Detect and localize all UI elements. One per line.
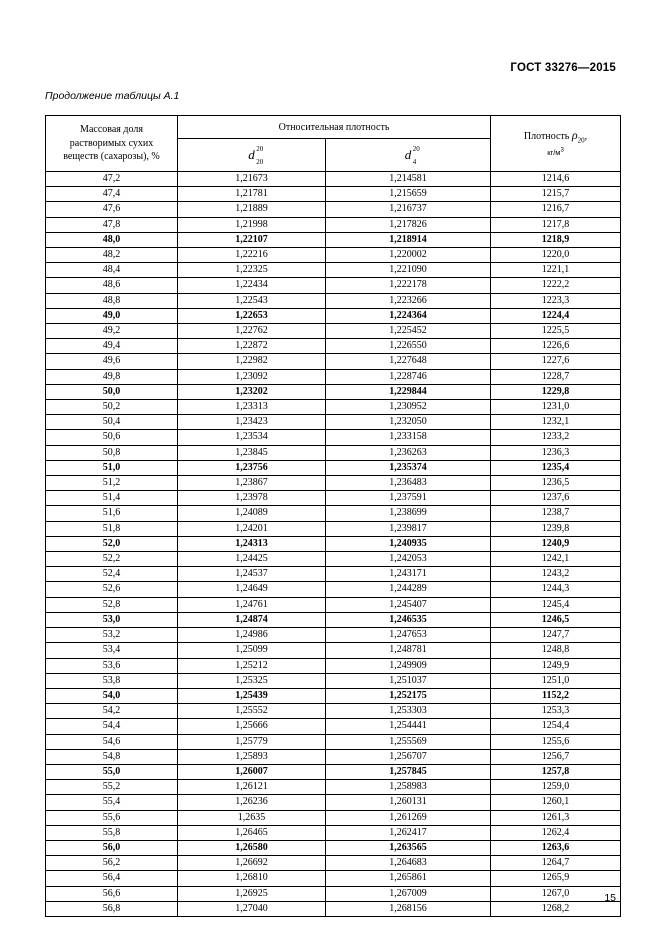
cell-rho: 1220,0 xyxy=(491,248,621,263)
cell-d2020: 1,22107 xyxy=(178,232,326,247)
cell-d2020: 1,23313 xyxy=(178,400,326,415)
cell-rho: 1259,0 xyxy=(491,780,621,795)
cell-d204: 1,228746 xyxy=(326,369,491,384)
cell-mass: 48,8 xyxy=(46,293,178,308)
cell-mass: 53,6 xyxy=(46,658,178,673)
cell-mass: 56,8 xyxy=(46,901,178,916)
cell-rho: 1226,6 xyxy=(491,339,621,354)
cell-d204: 1,236483 xyxy=(326,476,491,491)
table-row xyxy=(46,521,621,536)
cell-d204: 1,218914 xyxy=(326,232,491,247)
cell-rho: 1217,8 xyxy=(491,217,621,232)
rho-symbol: $\rho_{20}$ xyxy=(571,128,585,145)
cell-d204: 1,223266 xyxy=(326,293,491,308)
cell-d2020: 1,24649 xyxy=(178,582,326,597)
table-row xyxy=(46,415,621,430)
table-row xyxy=(46,369,621,384)
cell-d2020: 1,23202 xyxy=(178,384,326,399)
density-table-wrapper xyxy=(45,115,620,917)
density-units: $кг/м^3$ xyxy=(547,147,564,158)
table-row xyxy=(46,749,621,764)
cell-d204: 1,255569 xyxy=(326,734,491,749)
table-row xyxy=(46,643,621,658)
cell-mass: 47,4 xyxy=(46,187,178,202)
cell-rho: 1247,7 xyxy=(491,628,621,643)
cell-d2020: 1,22762 xyxy=(178,324,326,339)
cell-d2020: 1,25552 xyxy=(178,704,326,719)
cell-d204: 1,262417 xyxy=(326,825,491,840)
table-row xyxy=(46,856,621,871)
table-row xyxy=(46,536,621,551)
cell-d2020: 1,2635 xyxy=(178,810,326,825)
cell-mass: 54,8 xyxy=(46,749,178,764)
cell-mass: 55,4 xyxy=(46,795,178,810)
cell-rho: 1243,2 xyxy=(491,567,621,582)
table-row xyxy=(46,886,621,901)
table-row xyxy=(46,202,621,217)
cell-d204: 1,244289 xyxy=(326,582,491,597)
cell-d204: 1,232050 xyxy=(326,415,491,430)
cell-mass: 56,2 xyxy=(46,856,178,871)
cell-mass: 54,4 xyxy=(46,719,178,734)
table-row xyxy=(46,567,621,582)
table-row xyxy=(46,582,621,597)
table-row xyxy=(46,491,621,506)
cell-d204: 1,265861 xyxy=(326,871,491,886)
cell-rho: 1251,0 xyxy=(491,673,621,688)
cell-mass: 49,2 xyxy=(46,324,178,339)
cell-rho: 1216,7 xyxy=(491,202,621,217)
cell-mass: 52,0 xyxy=(46,536,178,551)
cell-d2020: 1,25779 xyxy=(178,734,326,749)
cell-d2020: 1,24313 xyxy=(178,536,326,551)
cell-d204: 1,264683 xyxy=(326,856,491,871)
header-relative-density: Относительная плотность xyxy=(178,116,491,139)
table-row xyxy=(46,354,621,369)
table-row xyxy=(46,232,621,247)
table-row xyxy=(46,476,621,491)
cell-d204: 1,248781 xyxy=(326,643,491,658)
cell-d204: 1,215659 xyxy=(326,187,491,202)
cell-mass: 56,6 xyxy=(46,886,178,901)
table-row xyxy=(46,187,621,202)
cell-d2020: 1,24874 xyxy=(178,612,326,627)
cell-d2020: 1,25666 xyxy=(178,719,326,734)
cell-d204: 1,245407 xyxy=(326,597,491,612)
cell-mass: 51,2 xyxy=(46,476,178,491)
cell-rho: 1245,4 xyxy=(491,597,621,612)
standard-number: ГОСТ 33276—2015 xyxy=(510,62,616,74)
cell-rho: 1263,6 xyxy=(491,840,621,855)
table-row xyxy=(46,430,621,445)
cell-mass: 50,0 xyxy=(46,384,178,399)
cell-mass: 48,4 xyxy=(46,263,178,278)
cell-d2020: 1,22216 xyxy=(178,248,326,263)
cell-d2020: 1,26465 xyxy=(178,825,326,840)
cell-mass: 55,2 xyxy=(46,780,178,795)
cell-rho: 1249,9 xyxy=(491,658,621,673)
cell-d204: 1,236263 xyxy=(326,445,491,460)
header-density: Плотность $\rho_{20}$, $кг/м^3$ xyxy=(491,116,621,172)
cell-d2020: 1,21673 xyxy=(178,172,326,187)
cell-d2020: 1,24986 xyxy=(178,628,326,643)
cell-mass: 55,8 xyxy=(46,825,178,840)
cell-d2020: 1,25439 xyxy=(178,688,326,703)
cell-d204: 1,258983 xyxy=(326,780,491,795)
table-row xyxy=(46,506,621,521)
cell-d204: 1,249909 xyxy=(326,658,491,673)
table-row xyxy=(46,612,621,627)
cell-rho: 1242,1 xyxy=(491,552,621,567)
cell-mass: 55,6 xyxy=(46,810,178,825)
cell-d2020: 1,21889 xyxy=(178,202,326,217)
cell-mass: 52,4 xyxy=(46,567,178,582)
table-row xyxy=(46,810,621,825)
cell-d204: 1,225452 xyxy=(326,324,491,339)
table-body xyxy=(46,172,621,917)
cell-d2020: 1,25099 xyxy=(178,643,326,658)
cell-rho: 1253,3 xyxy=(491,704,621,719)
cell-d204: 1,261269 xyxy=(326,810,491,825)
cell-mass: 53,2 xyxy=(46,628,178,643)
cell-d204: 1,247653 xyxy=(326,628,491,643)
cell-rho: 1256,7 xyxy=(491,749,621,764)
cell-mass: 48,6 xyxy=(46,278,178,293)
cell-d2020: 1,23423 xyxy=(178,415,326,430)
cell-d2020: 1,26925 xyxy=(178,886,326,901)
cell-mass: 50,8 xyxy=(46,445,178,460)
cell-mass: 49,0 xyxy=(46,308,178,323)
table-row xyxy=(46,825,621,840)
page-number: 15 xyxy=(604,892,616,904)
table-row xyxy=(46,400,621,415)
cell-mass: 52,2 xyxy=(46,552,178,567)
cell-rho: 1228,7 xyxy=(491,369,621,384)
table-row xyxy=(46,901,621,916)
cell-d204: 1,222178 xyxy=(326,278,491,293)
cell-mass: 52,6 xyxy=(46,582,178,597)
cell-d2020: 1,22653 xyxy=(178,308,326,323)
cell-d204: 1,251037 xyxy=(326,673,491,688)
cell-d2020: 1,26007 xyxy=(178,764,326,779)
table-row xyxy=(46,780,621,795)
cell-mass: 51,8 xyxy=(46,521,178,536)
cell-rho: 1254,4 xyxy=(491,719,621,734)
cell-d2020: 1,22325 xyxy=(178,263,326,278)
cell-d2020: 1,21998 xyxy=(178,217,326,232)
cell-d204: 1,246535 xyxy=(326,612,491,627)
header-mass-fraction: Массовая доля растворимых сухих веществ (сахарозы), % xyxy=(46,116,178,172)
cell-d204: 1,243171 xyxy=(326,567,491,582)
cell-mass: 55,0 xyxy=(46,764,178,779)
table-continuation-title: Продолжение таблицы А.1 xyxy=(45,90,180,102)
cell-d204: 1,214581 xyxy=(326,172,491,187)
cell-d2020: 1,25893 xyxy=(178,749,326,764)
cell-rho: 1265,9 xyxy=(491,871,621,886)
table-row xyxy=(46,688,621,703)
cell-d2020: 1,23092 xyxy=(178,369,326,384)
table-row xyxy=(46,217,621,232)
cell-rho: 1264,7 xyxy=(491,856,621,871)
cell-d204: 1,220002 xyxy=(326,248,491,263)
cell-mass: 48,0 xyxy=(46,232,178,247)
cell-d204: 1,238699 xyxy=(326,506,491,521)
cell-rho: 1244,3 xyxy=(491,582,621,597)
cell-d204: 1,257845 xyxy=(326,764,491,779)
cell-d204: 1,239817 xyxy=(326,521,491,536)
cell-mass: 47,8 xyxy=(46,217,178,232)
cell-mass: 50,4 xyxy=(46,415,178,430)
table-row xyxy=(46,871,621,886)
cell-rho: 1232,1 xyxy=(491,415,621,430)
cell-rho: 1227,6 xyxy=(491,354,621,369)
cell-d2020: 1,26236 xyxy=(178,795,326,810)
cell-d204: 1,252175 xyxy=(326,688,491,703)
cell-d204: 1,229844 xyxy=(326,384,491,399)
cell-rho: 1233,2 xyxy=(491,430,621,445)
cell-mass: 48,2 xyxy=(46,248,178,263)
cell-d2020: 1,22872 xyxy=(178,339,326,354)
cell-rho: 1260,1 xyxy=(491,795,621,810)
cell-d2020: 1,26810 xyxy=(178,871,326,886)
cell-mass: 53,0 xyxy=(46,612,178,627)
cell-mass: 56,4 xyxy=(46,871,178,886)
cell-d2020: 1,23978 xyxy=(178,491,326,506)
table-row xyxy=(46,460,621,475)
cell-d204: 1,217826 xyxy=(326,217,491,232)
cell-d2020: 1,27040 xyxy=(178,901,326,916)
cell-d2020: 1,22434 xyxy=(178,278,326,293)
header-d20-4: d 20 4 xyxy=(326,139,491,172)
cell-rho: 1229,8 xyxy=(491,384,621,399)
cell-rho: 1246,5 xyxy=(491,612,621,627)
table-row xyxy=(46,324,621,339)
table-row xyxy=(46,293,621,308)
cell-rho: 1239,8 xyxy=(491,521,621,536)
cell-mass: 50,6 xyxy=(46,430,178,445)
header-density-label: Плотность xyxy=(523,131,570,143)
table-row xyxy=(46,840,621,855)
cell-d2020: 1,22982 xyxy=(178,354,326,369)
table-row xyxy=(46,704,621,719)
cell-rho: 1261,3 xyxy=(491,810,621,825)
table-row xyxy=(46,172,621,187)
cell-d2020: 1,25325 xyxy=(178,673,326,688)
cell-mass: 49,4 xyxy=(46,339,178,354)
table-row xyxy=(46,673,621,688)
cell-d2020: 1,23845 xyxy=(178,445,326,460)
cell-d2020: 1,24201 xyxy=(178,521,326,536)
cell-d2020: 1,24537 xyxy=(178,567,326,582)
table-row xyxy=(46,339,621,354)
cell-d204: 1,221090 xyxy=(326,263,491,278)
table-row xyxy=(46,248,621,263)
cell-mass: 51,6 xyxy=(46,506,178,521)
table-row xyxy=(46,628,621,643)
table-row xyxy=(46,597,621,612)
cell-mass: 54,6 xyxy=(46,734,178,749)
table-row xyxy=(46,278,621,293)
cell-d204: 1,240935 xyxy=(326,536,491,551)
cell-d204: 1,237591 xyxy=(326,491,491,506)
cell-d2020: 1,26121 xyxy=(178,780,326,795)
cell-rho: 1235,4 xyxy=(491,460,621,475)
cell-rho: 1262,4 xyxy=(491,825,621,840)
cell-rho: 1223,3 xyxy=(491,293,621,308)
cell-rho: 1222,2 xyxy=(491,278,621,293)
header-d20-20: d 20 20 xyxy=(178,139,326,172)
table-header-row-1 xyxy=(46,116,621,139)
cell-d204: 1,256707 xyxy=(326,749,491,764)
cell-rho: 1257,8 xyxy=(491,764,621,779)
cell-d204: 1,263565 xyxy=(326,840,491,855)
cell-mass: 50,2 xyxy=(46,400,178,415)
cell-rho: 1237,6 xyxy=(491,491,621,506)
table-row xyxy=(46,445,621,460)
cell-d2020: 1,25212 xyxy=(178,658,326,673)
cell-d2020: 1,24425 xyxy=(178,552,326,567)
cell-d204: 1,227648 xyxy=(326,354,491,369)
cell-rho: 1221,1 xyxy=(491,263,621,278)
cell-mass: 49,8 xyxy=(46,369,178,384)
cell-rho: 1231,0 xyxy=(491,400,621,415)
table-row xyxy=(46,308,621,323)
cell-d204: 1,260131 xyxy=(326,795,491,810)
cell-rho: 1268,2 xyxy=(491,901,621,916)
cell-d204: 1,235374 xyxy=(326,460,491,475)
density-table xyxy=(45,115,621,917)
cell-d2020: 1,23756 xyxy=(178,460,326,475)
cell-d204: 1,216737 xyxy=(326,202,491,217)
cell-rho: 1215,7 xyxy=(491,187,621,202)
cell-d204: 1,267009 xyxy=(326,886,491,901)
table-row xyxy=(46,658,621,673)
cell-rho: 1214,6 xyxy=(491,172,621,187)
cell-d2020: 1,23534 xyxy=(178,430,326,445)
table-row xyxy=(46,384,621,399)
cell-mass: 52,8 xyxy=(46,597,178,612)
cell-rho: 1224,4 xyxy=(491,308,621,323)
table-row xyxy=(46,734,621,749)
cell-rho: 1255,6 xyxy=(491,734,621,749)
table-row xyxy=(46,552,621,567)
table-row xyxy=(46,719,621,734)
cell-rho: 1236,3 xyxy=(491,445,621,460)
cell-mass: 49,6 xyxy=(46,354,178,369)
cell-rho: 1218,9 xyxy=(491,232,621,247)
cell-d204: 1,254441 xyxy=(326,719,491,734)
cell-d2020: 1,22543 xyxy=(178,293,326,308)
table-row xyxy=(46,795,621,810)
cell-d204: 1,233158 xyxy=(326,430,491,445)
cell-rho: 1225,5 xyxy=(491,324,621,339)
cell-mass: 47,2 xyxy=(46,172,178,187)
cell-d204: 1,224364 xyxy=(326,308,491,323)
cell-mass: 47,6 xyxy=(46,202,178,217)
table-row xyxy=(46,263,621,278)
cell-d2020: 1,24761 xyxy=(178,597,326,612)
cell-rho: 1152,2 xyxy=(491,688,621,703)
cell-d2020: 1,23867 xyxy=(178,476,326,491)
cell-mass: 54,0 xyxy=(46,688,178,703)
cell-d204: 1,268156 xyxy=(326,901,491,916)
table-row xyxy=(46,764,621,779)
cell-mass: 54,2 xyxy=(46,704,178,719)
cell-d2020: 1,26580 xyxy=(178,840,326,855)
cell-mass: 51,4 xyxy=(46,491,178,506)
cell-rho: 1267,0 xyxy=(491,886,621,901)
cell-d2020: 1,26692 xyxy=(178,856,326,871)
cell-rho: 1238,7 xyxy=(491,506,621,521)
cell-d204: 1,242053 xyxy=(326,552,491,567)
cell-d2020: 1,24089 xyxy=(178,506,326,521)
table-head xyxy=(46,116,621,172)
cell-rho: 1248,8 xyxy=(491,643,621,658)
cell-mass: 53,8 xyxy=(46,673,178,688)
cell-d2020: 1,21781 xyxy=(178,187,326,202)
cell-rho: 1240,9 xyxy=(491,536,621,551)
cell-d204: 1,253303 xyxy=(326,704,491,719)
cell-rho: 1236,5 xyxy=(491,476,621,491)
cell-mass: 53,4 xyxy=(46,643,178,658)
cell-mass: 51,0 xyxy=(46,460,178,475)
cell-mass: 56,0 xyxy=(46,840,178,855)
cell-d204: 1,230952 xyxy=(326,400,491,415)
cell-d204: 1,226550 xyxy=(326,339,491,354)
